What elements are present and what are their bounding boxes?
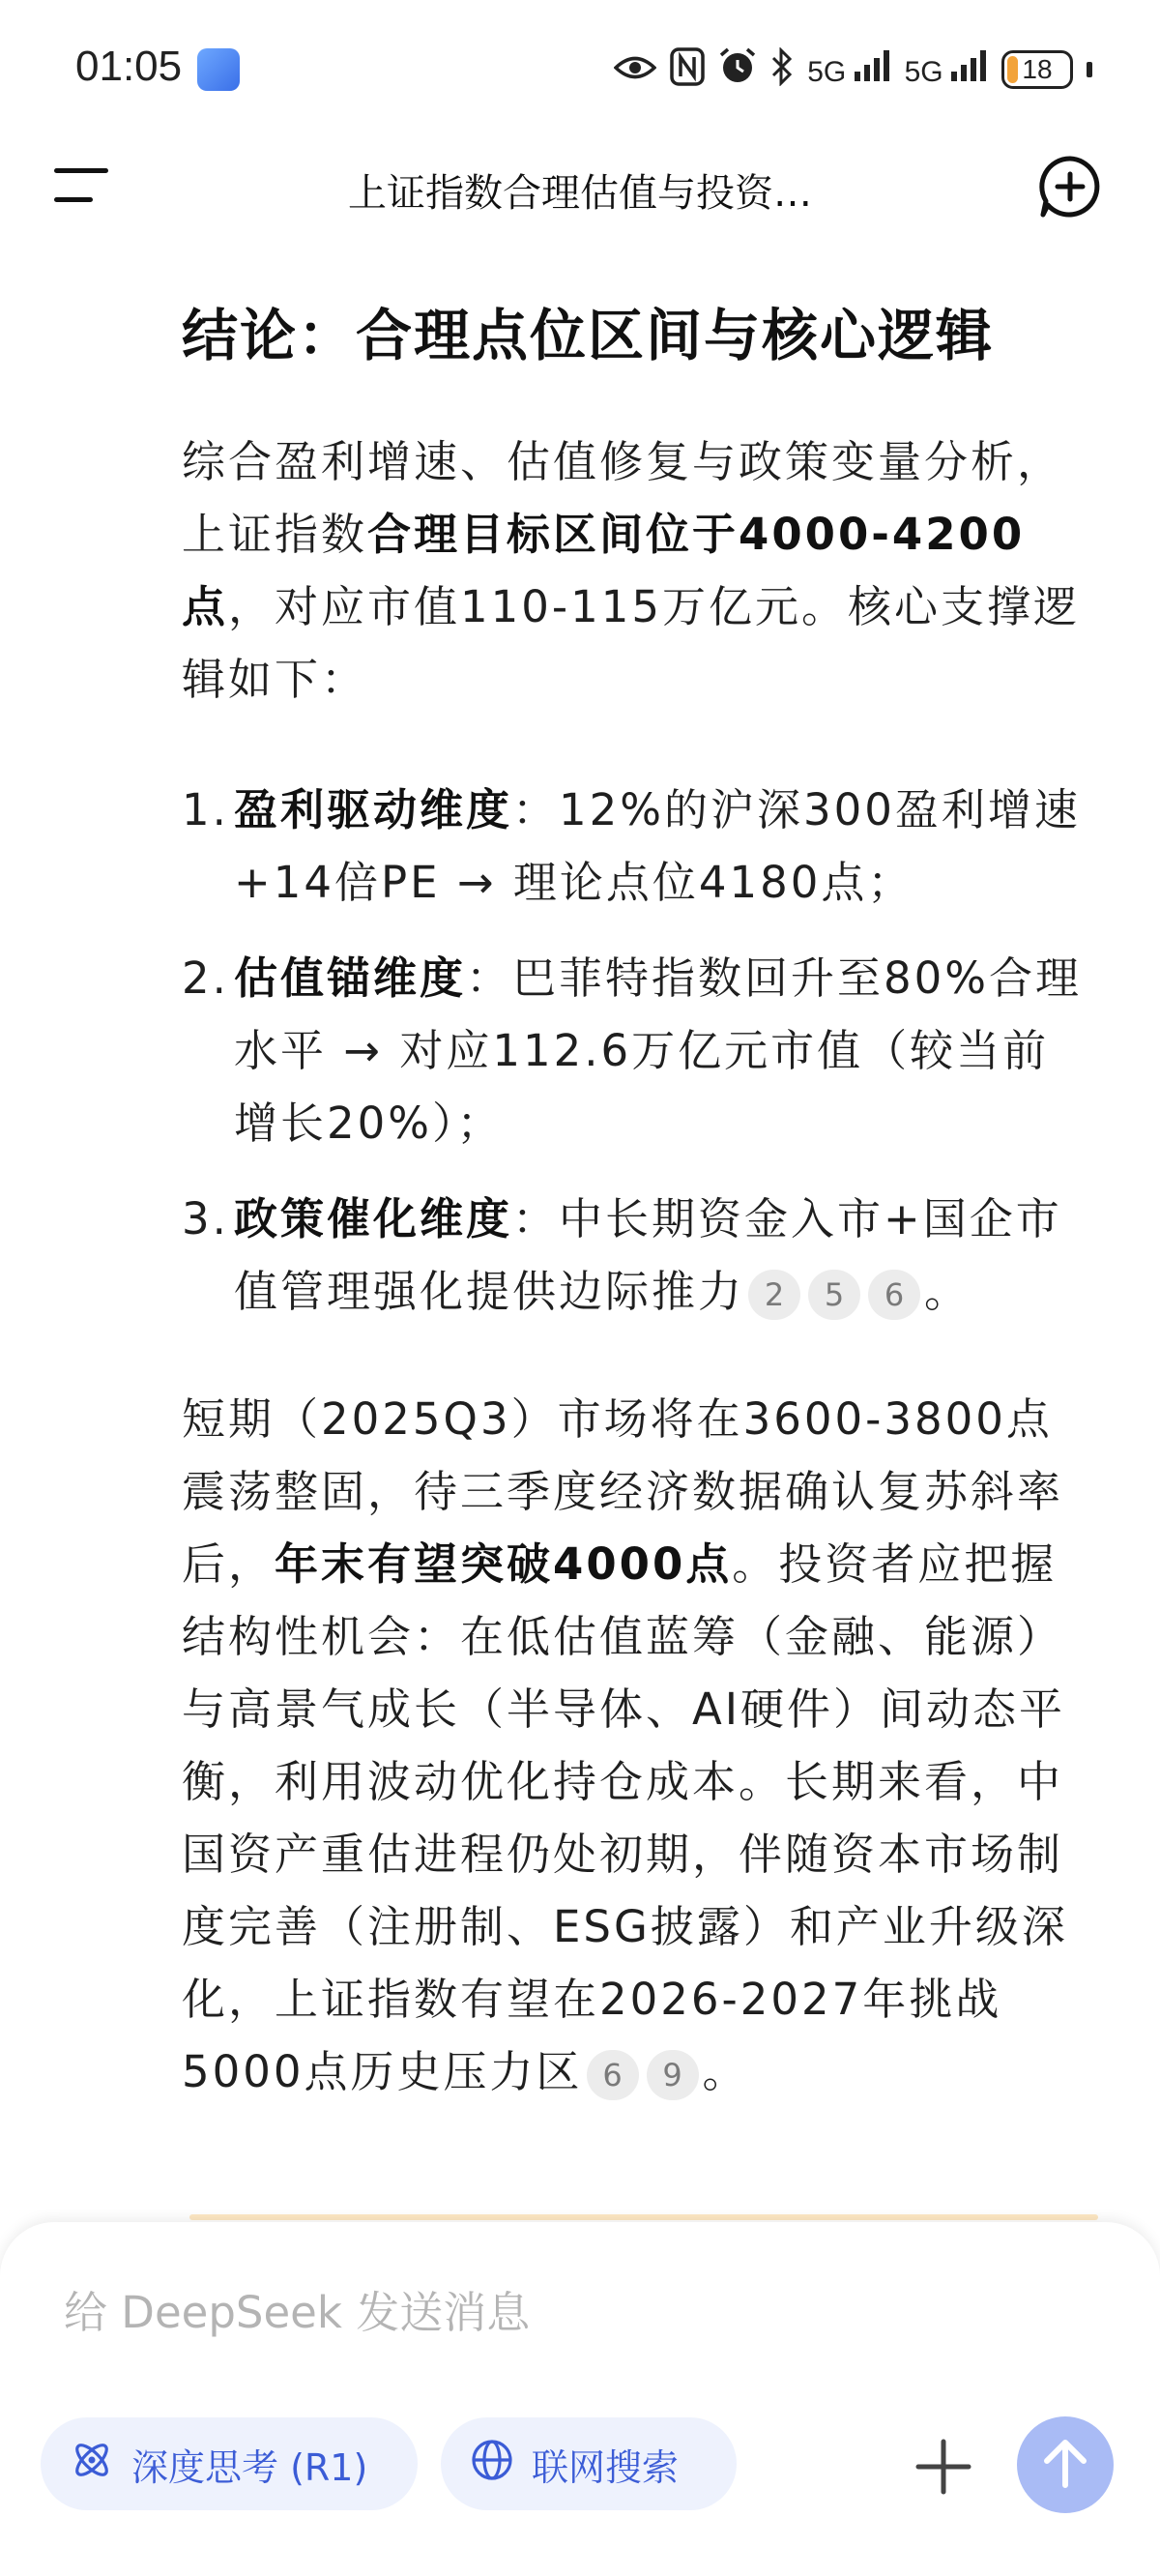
battery-fill: [1007, 56, 1018, 83]
list-item: [182, 774, 1090, 919]
section-heading: 结论：合理点位区间与核心逻辑: [182, 303, 995, 368]
web-search-label: 联网搜索: [532, 2445, 680, 2489]
chat-title[interactable]: 上证指数合理估值与投资…: [348, 171, 812, 216]
send-button[interactable]: [1017, 2416, 1114, 2513]
outlook-paragraph: [182, 1383, 1090, 2108]
logic-list: [182, 774, 1090, 1351]
atom-icon: [70, 2438, 114, 2491]
list-item: [182, 1183, 1090, 1328]
plus-icon[interactable]: [914, 2438, 972, 2496]
signal-bars-icon: [855, 50, 891, 81]
list-label: 盈利驱动维度: [234, 784, 513, 835]
outlook-bold: 年末有望突破4000点: [275, 1538, 733, 1590]
battery-level: 18: [1022, 54, 1053, 84]
web-search-button[interactable]: [441, 2417, 737, 2510]
intro-text-2: ，对应市值110-115万亿元。核心支撑逻辑如下：: [182, 581, 1081, 705]
citation-badge[interactable]: 6: [587, 2050, 639, 2100]
citation-badge[interactable]: 6: [868, 1270, 920, 1320]
deep-think-label: 深度思考 (R1): [131, 2445, 368, 2489]
signal-5g-2: [905, 50, 988, 89]
signal-5g-1: [807, 50, 890, 89]
message-composer: [0, 2222, 1160, 2576]
outlook-end: 。: [702, 2046, 749, 2097]
list-text: ：12%的沪深300盈利增速+14倍PE → 理论点位4180点；: [234, 784, 1081, 908]
status-time: 01:05: [75, 43, 183, 90]
nfc-icon: [670, 47, 705, 92]
signal-bars-icon: [951, 50, 988, 81]
message-input[interactable]: [62, 2282, 936, 2342]
status-bar: [0, 0, 1160, 145]
new-chat-icon[interactable]: [1038, 155, 1102, 219]
outlook-text-1: 短期（2025Q3）市场将在3600-3800点震荡整固，待三季度经济数据确认复苏斜率后，: [182, 1393, 1064, 1590]
signal-label: 5G: [807, 56, 847, 88]
list-number: 2.: [182, 952, 229, 1004]
intro-bold: 合理目标区间位于4000-4200点: [182, 509, 1026, 632]
globe-icon: [470, 2438, 514, 2491]
list-label: 政策催化维度: [234, 1193, 513, 1244]
citation-badge[interactable]: 9: [647, 2050, 699, 2100]
battery-indicator: [1001, 50, 1073, 89]
deep-think-button[interactable]: [41, 2417, 418, 2510]
alarm-icon: [718, 47, 757, 92]
app-notification-icon: [197, 48, 240, 91]
list-number: 3.: [182, 1193, 229, 1244]
intro-paragraph: [182, 425, 1090, 716]
card-edge: [189, 2214, 1098, 2220]
menu-icon[interactable]: [54, 162, 116, 211]
citation-badge[interactable]: 5: [808, 1270, 860, 1320]
list-end: 。: [924, 1266, 972, 1317]
list-text: ：中长期资金入市+国企市值管理强化提供边际推力: [234, 1193, 1062, 1317]
eye-icon: [614, 51, 656, 88]
list-number: 1.: [182, 784, 229, 835]
list-label: 估值锚维度: [234, 952, 467, 1004]
list-text: ：巴菲特指数回升至80%合理水平 → 对应112.6万亿元市值（较当前增长20%）；: [234, 952, 1083, 1149]
arrow-up-icon: [1041, 2437, 1089, 2493]
outlook-text-2: 。投资者应把握结构性机会：在低估值蓝筹（金融、能源）与高景气成长（半导体、AI硬件）间动态平衡，利用波动优化持仓成本。长期来看，中国资产重估进程仍处初期，伴随资本市场制度完善（注册制、ESG披露）和产业升级深化，上证指数有望在2026-2027年挑战5000点历史压力区: [182, 1538, 1068, 2097]
citation-badge[interactable]: 2: [748, 1270, 800, 1320]
battery-tip: [1087, 62, 1092, 77]
intro-text-1: 综合盈利增速、估值修复与政策变量分析，上证指数: [182, 436, 1064, 560]
status-icons: [614, 43, 1092, 97]
list-item: [182, 942, 1090, 1159]
bluetooth-icon: [770, 47, 794, 92]
signal-label: 5G: [904, 56, 943, 88]
